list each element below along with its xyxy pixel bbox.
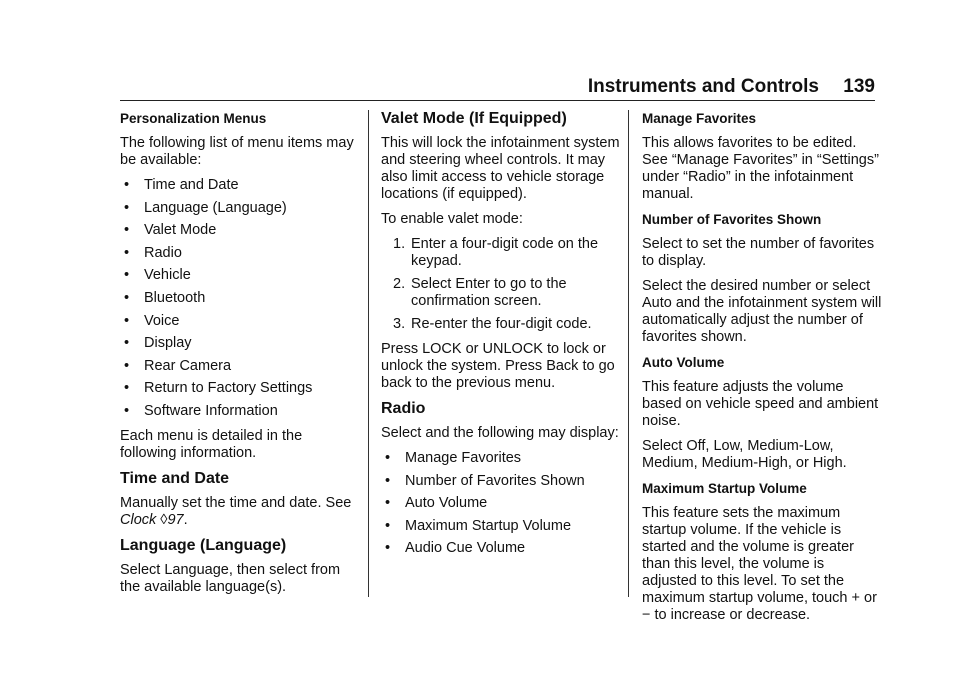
list-item: • Time and Date — [124, 177, 239, 193]
list-item: 1. Enter a four-digit code on the keypad. — [393, 236, 599, 269]
column-2 — [381, 110, 621, 565]
bullet-icon: • — [385, 472, 391, 489]
valet-steps-list — [381, 236, 621, 333]
bullet-icon: • — [385, 495, 391, 512]
subheading-auto-volume: Auto Volume — [642, 355, 725, 370]
page-number: 139 — [843, 76, 875, 97]
paragraph-number-of-favorites-1: Select to set the number of favorites to display. — [642, 236, 875, 269]
list-item: 2. Select Enter to go to the confirmation screen. — [393, 276, 567, 309]
heading-radio: Radio — [381, 400, 426, 417]
section-title: Instruments and Controls — [587, 76, 819, 97]
list-item: • Software Information — [124, 402, 278, 419]
paragraph-auto-volume-2: Select Off, Low, Medium-Low, Medium, Medium-High, or High. — [642, 438, 847, 471]
bullet-icon: • — [124, 177, 130, 193]
list-item: • Display — [124, 335, 192, 352]
paragraph-time-and-date: Manually set the time and date. See Clock ◊97. — [120, 494, 352, 528]
list-item: 3. Re-enter the four-digit code. — [393, 316, 592, 332]
list-item: • Language (Language) — [124, 199, 287, 216]
bullet-icon: • — [124, 244, 130, 261]
paragraph-auto-volume-1: This feature adjusts the volume based on vehicle speed and ambient noise. — [642, 379, 879, 429]
column-divider-1 — [368, 110, 369, 597]
bullet-icon: • — [124, 357, 130, 374]
paragraph-language: Select Language, then select from the available language(s). — [120, 561, 341, 595]
radio-items-list — [381, 450, 621, 557]
paragraph-radio: Select and the following may display: — [381, 425, 619, 441]
list-item: • Bluetooth — [124, 289, 206, 306]
heading-language: Language (Language) — [120, 536, 287, 554]
paragraph-enable-valet: To enable valet mode: — [381, 211, 523, 227]
list-item: • Vehicle — [124, 267, 191, 284]
list-item: • Rear Camera — [124, 357, 232, 374]
bullet-icon: • — [385, 540, 391, 557]
page-ref-icon: ◊ — [160, 511, 168, 528]
bullet-icon: • — [385, 517, 391, 534]
page-header — [120, 76, 875, 97]
bullet-icon: • — [124, 312, 130, 329]
list-item: • Maximum Startup Volume — [385, 517, 572, 534]
header-rule — [120, 100, 875, 101]
bullet-icon: • — [124, 335, 130, 352]
bullet-icon: • — [124, 222, 130, 239]
column-1 — [120, 110, 360, 604]
list-item: • Auto Volume — [385, 495, 488, 512]
subheading-manage-favorites: Manage Favorites — [642, 111, 757, 126]
paragraph-valet-mode: This will lock the infotainment system and steering wheel controls. It may also limit access to vehicle storage locations (if equipped). — [381, 135, 620, 202]
paragraph-manage-favorites: This allows favorites to be edited. See “Manage Favorites” in “Settings” under “Radio” in the infotainment manual. — [642, 135, 879, 202]
subheading-maximum-startup-volume: Maximum Startup Volume — [642, 481, 807, 496]
clock-link[interactable]: Clock — [120, 511, 157, 528]
bullet-icon: • — [124, 289, 130, 306]
heading-valet-mode: Valet Mode (If Equipped) — [381, 110, 567, 127]
paragraph-number-of-favorites-2: Select the desired number or select Auto and the infotainment system will automatically adjust the number of favorites shown. — [642, 278, 882, 345]
bullet-icon: • — [124, 380, 130, 397]
list-item: • Manage Favorites — [385, 450, 522, 466]
column-divider-2 — [628, 110, 629, 597]
paragraph-outro: Each menu is detailed in the following information. — [120, 427, 303, 461]
bullet-icon: • — [385, 450, 391, 466]
paragraph-maximum-startup-volume: This feature sets the maximum startup volume. If the vehicle is started and the volume is greater than this level, the volume is adjusted to this level. To set the maximum startup volume, touch + or − to increase or decrease. — [642, 505, 877, 623]
list-item: • Radio — [124, 244, 182, 261]
list-item: • Number of Favorites Shown — [385, 472, 585, 489]
bullet-icon: • — [124, 199, 130, 216]
bullet-icon: • — [124, 267, 130, 284]
list-item: • Valet Mode — [124, 222, 217, 239]
list-item: • Voice — [124, 312, 180, 329]
subheading-personalization-menus: Personalization Menus — [120, 111, 267, 126]
column-3 — [642, 110, 882, 632]
heading-time-and-date: Time and Date — [120, 469, 230, 487]
list-item: • Return to Factory Settings — [124, 380, 313, 397]
bullet-icon: • — [124, 402, 130, 419]
list-item: • Audio Cue Volume — [385, 540, 526, 557]
subheading-number-of-favorites: Number of Favorites Shown — [642, 212, 822, 227]
paragraph-intro: The following list of menu items may be available: — [120, 135, 354, 168]
menu-items-list — [120, 177, 360, 420]
clock-page-ref[interactable]: 97 — [167, 511, 184, 528]
paragraph-lock-unlock: Press LOCK or UNLOCK to lock or unlock the system. Press Back to go back to the previous menu. — [381, 341, 615, 391]
